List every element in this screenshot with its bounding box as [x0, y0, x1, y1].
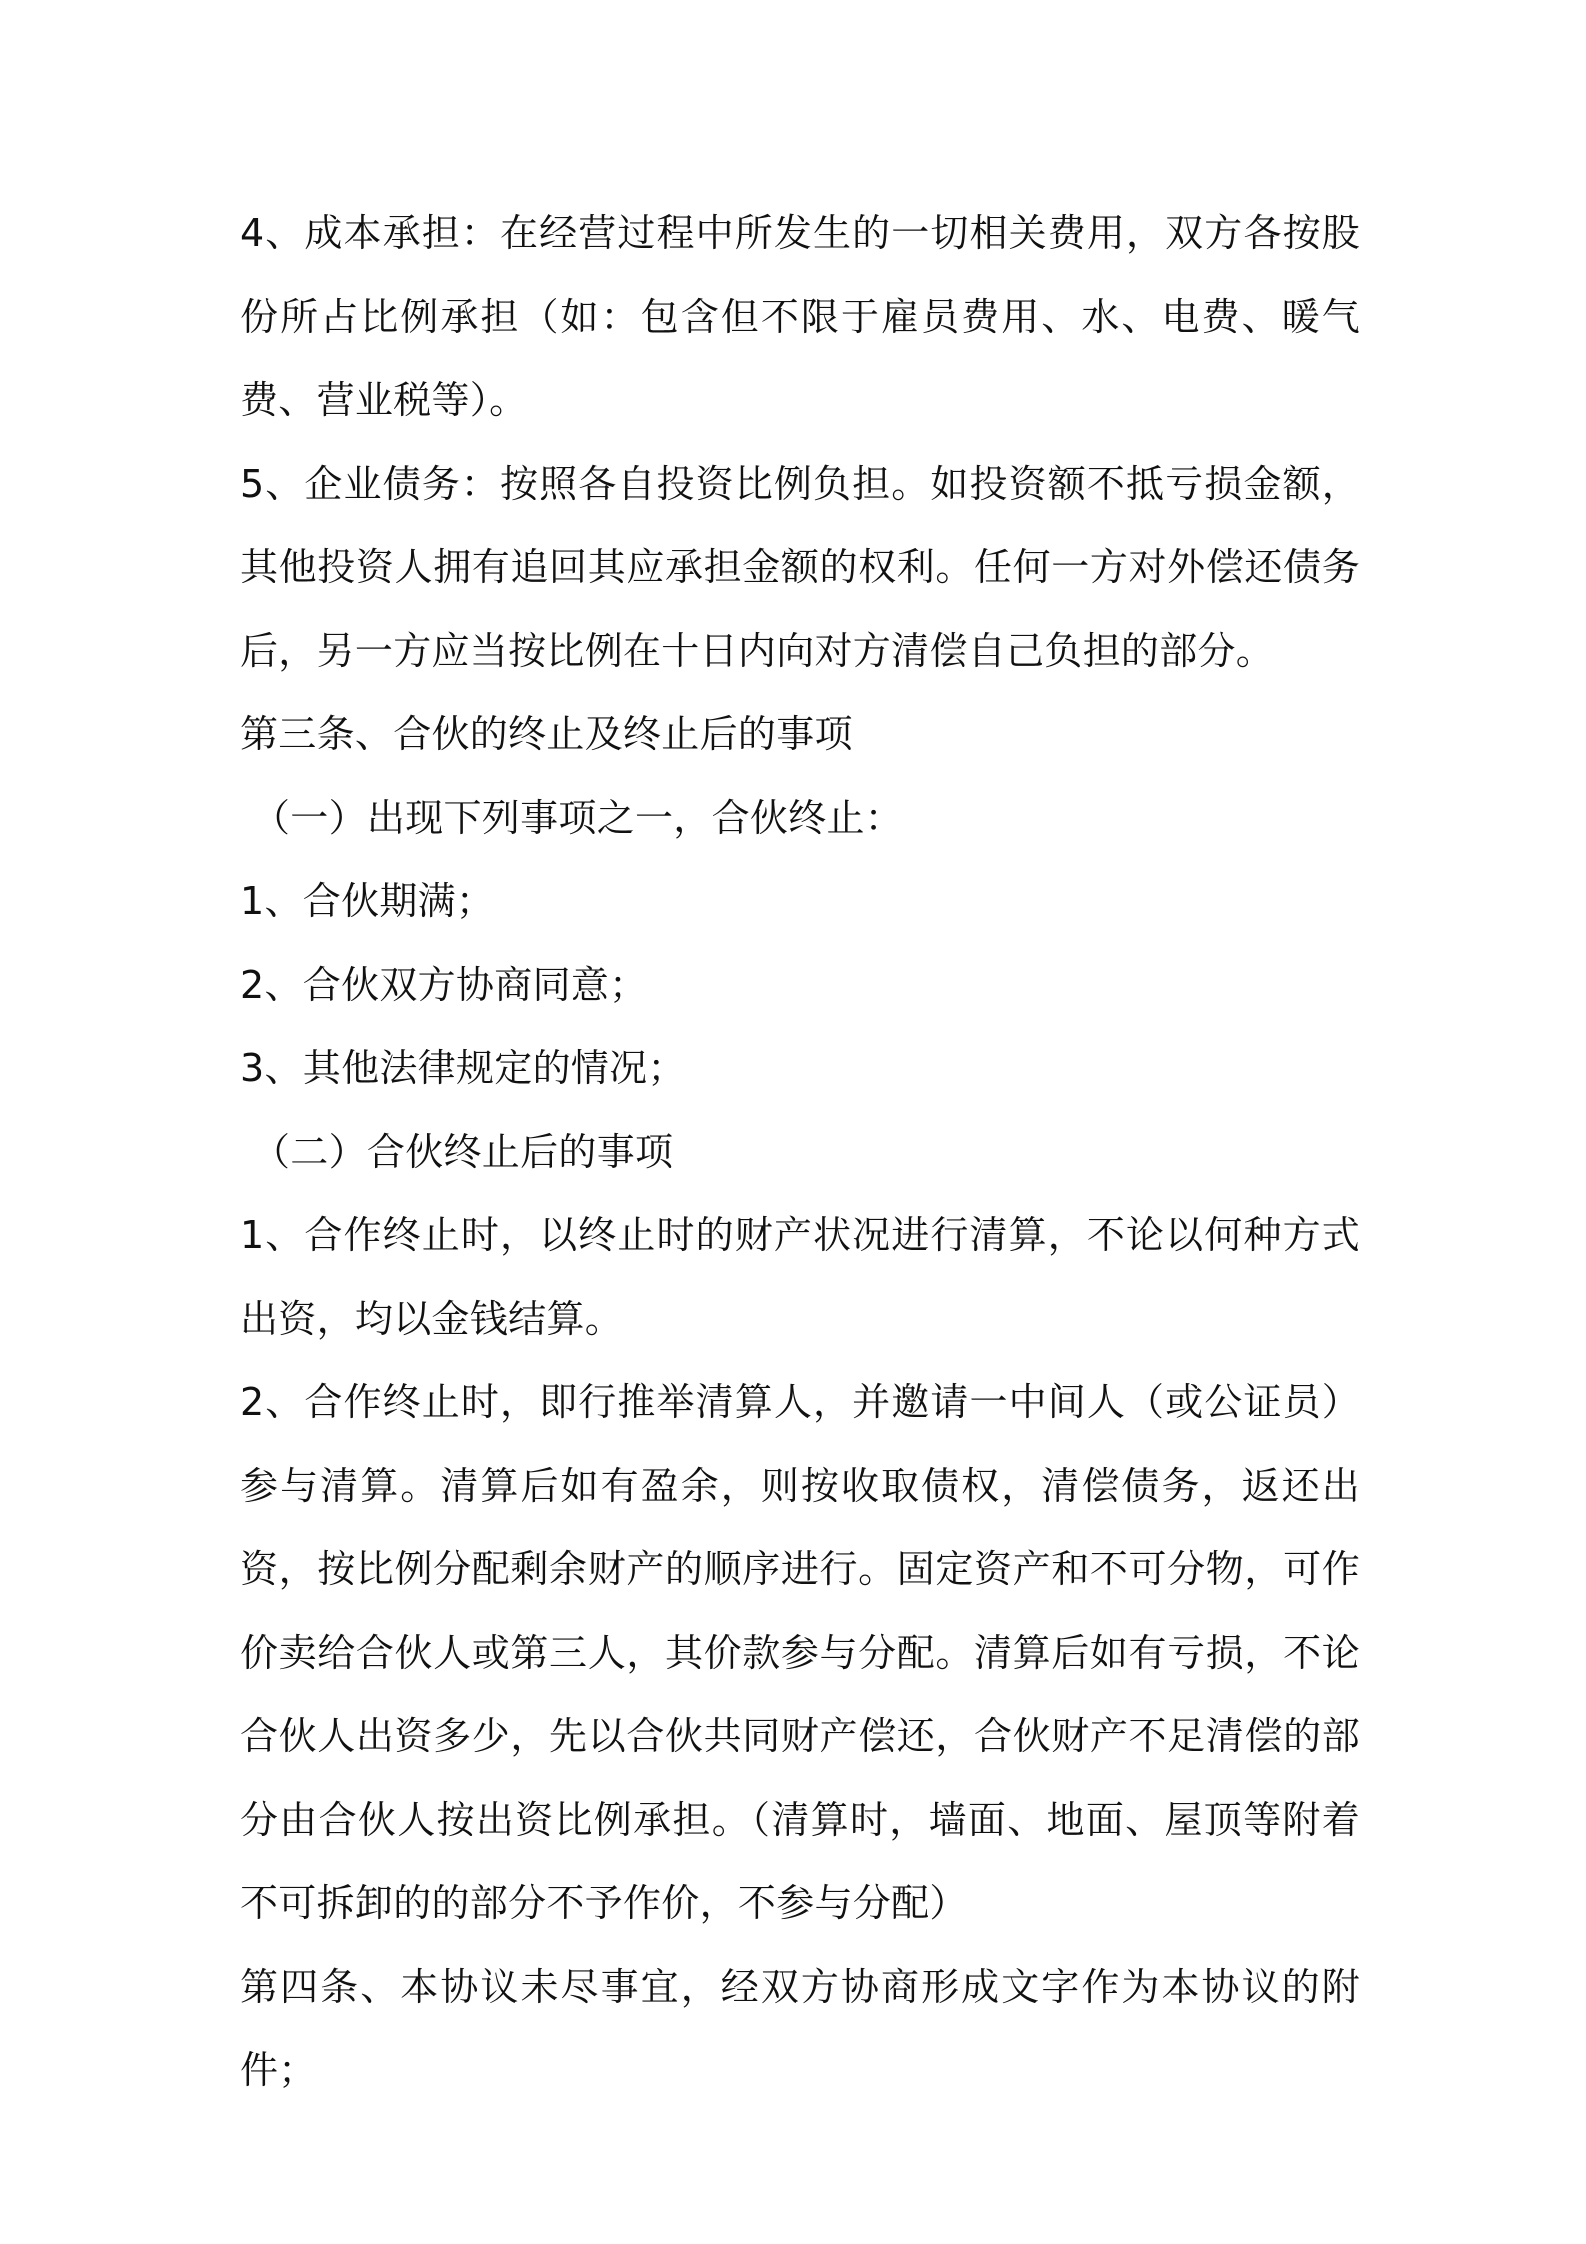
- article-3-heading: 第三条、合伙的终止及终止后的事项: [240, 712, 853, 756]
- clause-liquidation-settlement: 1、合作终止时，以终止时的财产状况进行清算，不论以何种方式出资，均以金钱结算。: [240, 1213, 1360, 1341]
- document-body: [240, 192, 1360, 2113]
- section-2-heading: （二）合伙终止后的事项: [252, 1129, 674, 1174]
- clause-5-enterprise-debt: 5、企业债务：按照各自投资比例负担。如投资额不抵亏损金额，其他投资人拥有追回其应承担金额的权利。任何一方对外偿还债务后，另一方应当按比例在十日内向对方清偿自己负担的部分。: [240, 461, 1360, 673]
- section-1-heading: （一）出现下列事项之一，合伙终止：: [252, 795, 904, 840]
- article-4-heading: 第四条、本协议未尽事宜，经双方协商形成文字作为本协议的附件；: [240, 1964, 1360, 2092]
- list-item-term-expiry: 1、合伙期满；: [240, 879, 495, 923]
- list-item-mutual-agreement: 2、合伙双方协商同意；: [240, 962, 648, 1007]
- clause-4-cost-bearing: 4、成本承担：在经营过程中所发生的一切相关费用，双方各按股份所占比例承担（如：包含但不限于雇员费用、水、电费、暖气费、营业税等）。: [240, 211, 1360, 422]
- list-item-legal-provisions: 3、其他法律规定的情况；: [240, 1046, 686, 1090]
- clause-liquidator-process: 2、合作终止时，即行推举清算人，并邀请一中间人（或公证员）参与清算。清算后如有盈余，则按收取债权，清偿债务，返还出资，按比例分配剩余财产的顺序进行。固定资产和不可分物，可作价卖给合伙人或第三人，其价款参与分配。清算后如有亏损，不论合伙人出资多少，先以合伙共同财产偿还，合伙财产不足清偿的部分由合伙人按出资比例承担。（清算时，墙面、地面、屋顶等附着不可拆卸的的部分不予作价，不参与分配）: [240, 1380, 1360, 1925]
